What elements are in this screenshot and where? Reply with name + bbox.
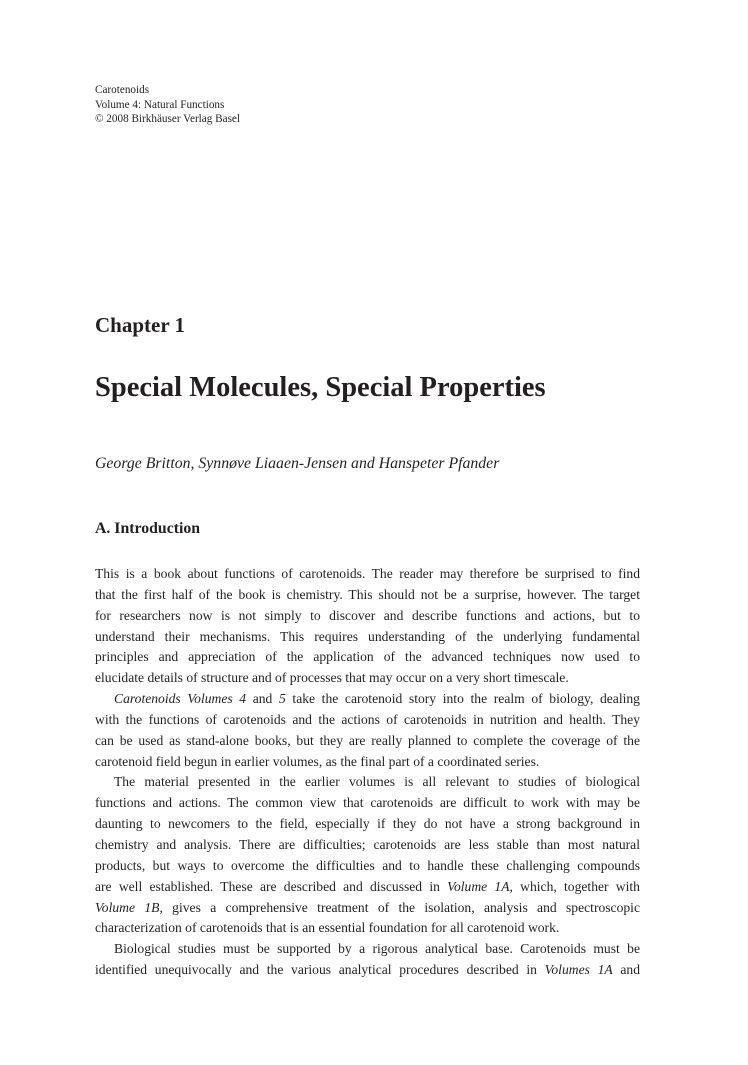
italic-ref: 5 xyxy=(278,691,286,707)
text-line xyxy=(95,877,640,898)
text-line: daunting to newcomers to the field, especially if they do not have a strong background in xyxy=(95,816,640,832)
text-run: identified unequivocally and the various analytical procedures described in xyxy=(95,962,545,978)
section-heading: A. Introduction xyxy=(95,520,201,537)
text-line: carotenoid field begun in earlier volumes, as the final part of a coordinated series. xyxy=(95,753,540,769)
series-title: Carotenoids xyxy=(95,84,150,96)
italic-ref: Carotenoids Volumes 4 xyxy=(114,691,247,707)
text-line: products, but ways to overcome the difficulties and to handle these challenging compounds xyxy=(95,857,640,873)
text-line: chemistry and analysis. There are difficulties; carotenoids are less stable than most natural xyxy=(95,836,640,852)
text-run: , which, together with xyxy=(509,878,640,894)
text-run: are well established. These are described and discussed in xyxy=(95,878,448,894)
chapter-label: Chapter 1 xyxy=(95,313,186,337)
chapter-authors: George Britton, Synnøve Liaaen-Jensen and Hanspeter Pfander xyxy=(95,455,500,472)
copyright-line: © 2008 Birkhäuser Verlag Basel xyxy=(95,113,240,126)
text-line: for researchers now is not simply to discover and describe functions and actions, but to xyxy=(95,607,640,623)
text-line xyxy=(95,689,640,710)
italic-ref: Volumes 1A xyxy=(544,962,613,978)
text-line: characterization of carotenoids that is an essential foundation for all carotenoid work. xyxy=(95,920,560,936)
text-line: The material presented in the earlier volumes is all relevant to studies of biological xyxy=(114,774,640,790)
italic-ref: Volume 1A xyxy=(447,878,510,894)
text-line: that the first half of the book is chemistry. This should not be a surprise, however. The target xyxy=(95,586,640,602)
text-line: principles and appreciation of the application of the advanced techniques now used to xyxy=(95,649,640,665)
text-line: with the functions of carotenoids and the actions of carotenoids in nutrition and health. They xyxy=(95,711,640,727)
book-header xyxy=(95,83,240,127)
text-line: Biological studies must be supported by a rigorous analytical base. Carotenoids must be xyxy=(114,941,640,957)
text-line xyxy=(95,898,640,919)
text-line: elucidate details of structure and of processes that may occur on a very short timescale. xyxy=(95,670,569,686)
text-run: , gives a comprehensive treatment of the isolation, analysis and spectroscopic xyxy=(159,899,640,915)
text-line: functions and actions. The common view that carotenoids are difficult to work with may be xyxy=(95,795,640,811)
text-run: take the carotenoid story into the realm of biology, dealing xyxy=(285,691,640,707)
text-line: can be used as stand-alone books, but they are really planned to complete the coverage of the xyxy=(95,732,640,748)
text-line: understand their mechanisms. This requires understanding of the underlying fundamental xyxy=(95,628,640,644)
italic-ref: Volume 1B xyxy=(95,899,160,915)
chapter-title: Special Molecules, Special Properties xyxy=(95,372,546,403)
text-line xyxy=(95,960,640,981)
text-line: This is a book about functions of carotenoids. The reader may therefore be surprised to find xyxy=(95,566,640,581)
text-run: and xyxy=(246,691,279,707)
body-text xyxy=(95,564,640,981)
volume-title: Volume 4: Natural Functions xyxy=(95,98,225,111)
text-run: and xyxy=(612,962,640,978)
